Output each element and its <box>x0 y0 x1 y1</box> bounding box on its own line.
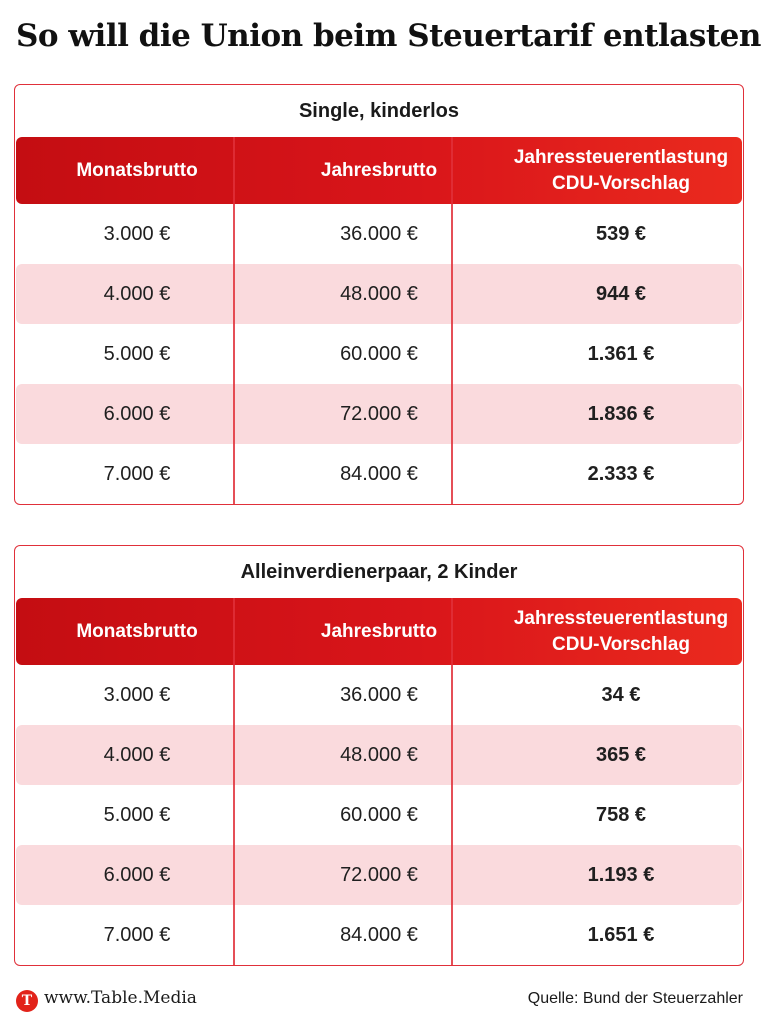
footer-site-link[interactable]: www.Table.Media <box>44 988 197 1008</box>
column-divider <box>451 137 453 504</box>
column-header-monatsbrutto: Monatsbrutto <box>76 620 198 642</box>
cell-entlastung: 539 € <box>595 222 647 245</box>
cell-jahresbrutto: 60.000 € <box>340 342 418 365</box>
cell-jahresbrutto: 36.000 € <box>340 222 418 245</box>
cell-jahresbrutto: 36.000 € <box>340 683 418 706</box>
cell-monatsbrutto: 5.000 € <box>103 803 171 826</box>
table-row <box>16 444 742 504</box>
table-row <box>16 905 742 965</box>
cell-monatsbrutto: 4.000 € <box>103 743 171 766</box>
table-row <box>16 204 742 264</box>
table-body <box>16 204 742 504</box>
table-header <box>16 598 742 665</box>
cell-monatsbrutto: 6.000 € <box>103 402 171 425</box>
column-header-entlastung: Jahressteuerentlastung CDU-Vorschlag <box>513 146 729 194</box>
page-title: So will die Union beim Steuertarif entlasten <box>16 18 761 54</box>
table-row <box>16 845 742 905</box>
cell-monatsbrutto: 7.000 € <box>103 462 171 485</box>
cell-entlastung: 944 € <box>595 282 647 305</box>
table-single <box>14 84 744 505</box>
cell-entlastung: 2.333 € <box>587 462 655 485</box>
table-row <box>16 384 742 444</box>
cell-entlastung: 1.836 € <box>587 402 655 425</box>
table-row <box>16 264 742 324</box>
cell-jahresbrutto: 60.000 € <box>340 803 418 826</box>
table-title: Single, kinderlos <box>298 99 460 122</box>
table-family <box>14 545 744 966</box>
table-media-logo-icon <box>16 990 38 1012</box>
cell-entlastung: 365 € <box>595 743 647 766</box>
column-divider <box>233 137 235 504</box>
cell-monatsbrutto: 3.000 € <box>103 222 171 245</box>
cell-monatsbrutto: 3.000 € <box>103 683 171 706</box>
table-row <box>16 785 742 845</box>
table-title: Alleinverdienerpaar, 2 Kinder <box>240 560 518 583</box>
cell-monatsbrutto: 4.000 € <box>103 282 171 305</box>
table-row <box>16 725 742 785</box>
column-header-monatsbrutto: Monatsbrutto <box>76 159 198 181</box>
column-divider <box>233 598 235 965</box>
cell-jahresbrutto: 84.000 € <box>340 923 418 946</box>
cell-jahresbrutto: 84.000 € <box>340 462 418 485</box>
column-header-jahresbrutto: Jahresbrutto <box>320 159 438 181</box>
cell-entlastung: 1.651 € <box>587 923 655 946</box>
cell-entlastung: 34 € <box>601 683 641 706</box>
cell-entlastung: 1.193 € <box>587 863 655 886</box>
column-header-jahresbrutto: Jahresbrutto <box>320 620 438 642</box>
cell-jahresbrutto: 72.000 € <box>340 402 418 425</box>
cell-monatsbrutto: 5.000 € <box>103 342 171 365</box>
cell-jahresbrutto: 72.000 € <box>340 863 418 886</box>
column-divider <box>451 598 453 965</box>
cell-entlastung: 1.361 € <box>587 342 655 365</box>
cell-monatsbrutto: 6.000 € <box>103 863 171 886</box>
table-row <box>16 665 742 725</box>
footer-source: Quelle: Bund der Steuerzahler <box>527 990 743 1007</box>
cell-jahresbrutto: 48.000 € <box>340 282 418 305</box>
logo-letter: T <box>21 993 33 1009</box>
table-row <box>16 324 742 384</box>
table-header <box>16 137 742 204</box>
column-header-entlastung: Jahressteuerentlastung CDU-Vorschlag <box>513 607 729 655</box>
cell-monatsbrutto: 7.000 € <box>103 923 171 946</box>
cell-entlastung: 758 € <box>595 803 647 826</box>
table-body <box>16 665 742 965</box>
cell-jahresbrutto: 48.000 € <box>340 743 418 766</box>
